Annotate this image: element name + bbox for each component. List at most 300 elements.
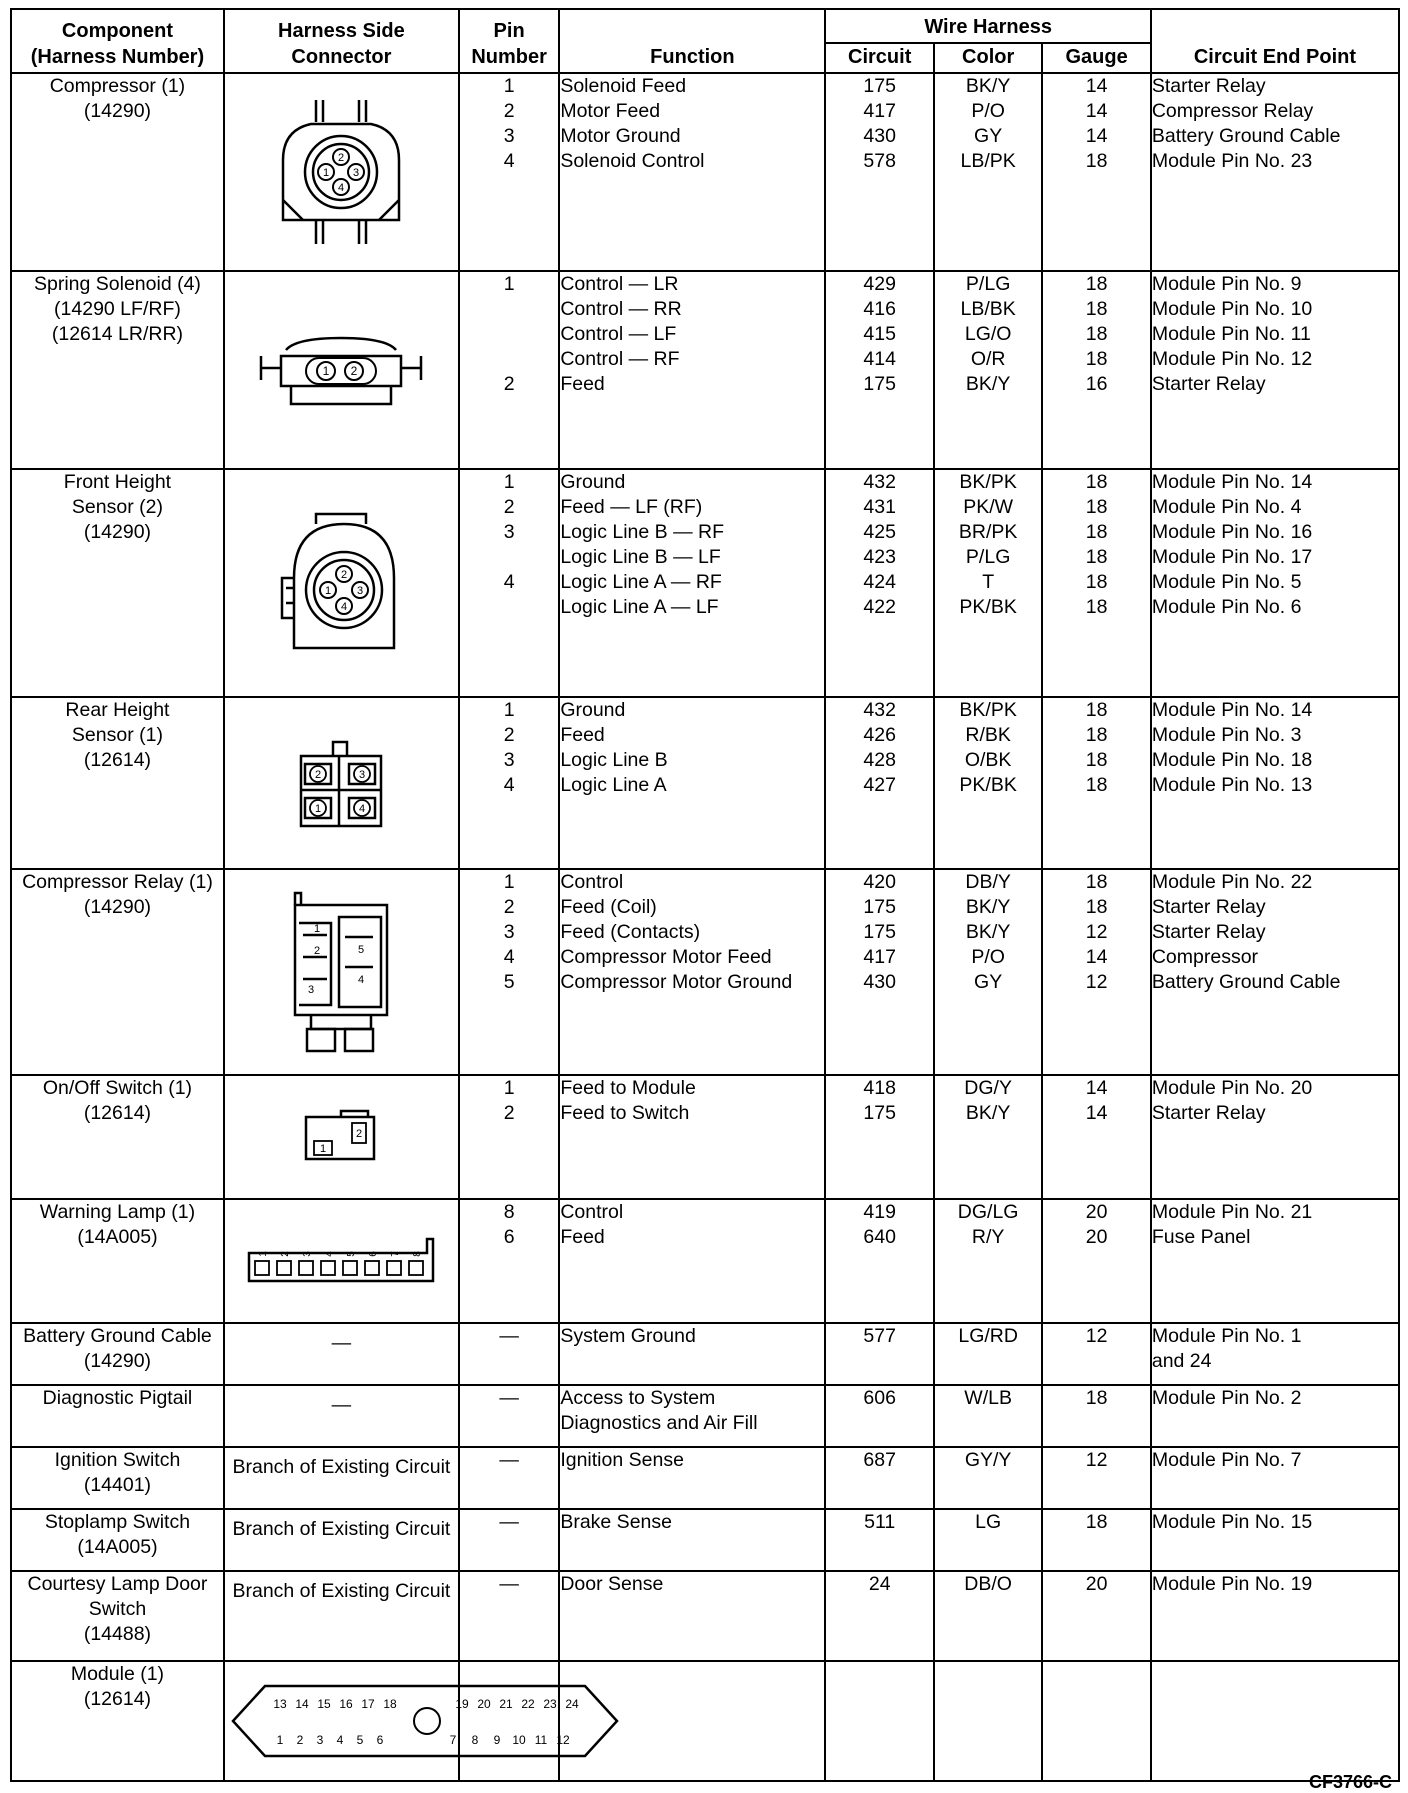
- component-name-line: Warning Lamp (1): [39, 1201, 196, 1223]
- module-pin-label: 18: [383, 1697, 397, 1711]
- on-off-switch-connector-diagram: [296, 1107, 386, 1167]
- color-cell: [934, 1075, 1042, 1199]
- gauge-value: 18: [1085, 896, 1108, 918]
- component-name-line: Module (1): [70, 1663, 165, 1685]
- func-cell: [559, 697, 825, 869]
- connector-dash: —: [331, 1332, 352, 1354]
- module-pin-label: 21: [499, 1697, 513, 1711]
- func-cell: [559, 469, 825, 697]
- circ-value: 175: [863, 75, 896, 97]
- color-value: BR/PK: [958, 521, 1018, 543]
- pin-label: 4: [324, 1251, 336, 1257]
- gauge-cell: [1042, 1323, 1150, 1385]
- component-cell: [11, 1323, 224, 1385]
- module-connector-diagram: [225, 1676, 625, 1766]
- func-value: Ground: [560, 471, 626, 493]
- circ-value: 578: [863, 150, 896, 172]
- gauge-value: 16: [1085, 373, 1108, 395]
- component-name-line: (14290): [83, 896, 152, 918]
- pin-label: 1: [320, 1143, 327, 1155]
- component-name-line: Compressor (1): [49, 75, 186, 97]
- gauge-value: 18: [1085, 546, 1108, 568]
- color-value: LG/O: [964, 323, 1012, 345]
- func-value: Door Sense: [560, 1573, 664, 1595]
- color-cell: [934, 697, 1042, 869]
- end-value: Starter Relay: [1151, 75, 1266, 97]
- pin-label: 3: [308, 984, 315, 996]
- warning-lamp-connector-diagram: [241, 1231, 441, 1291]
- gauge-value: 18: [1085, 596, 1108, 618]
- table-row: [11, 1661, 1399, 1781]
- component-cell: [11, 1075, 224, 1199]
- end-value: Compressor Relay: [1151, 100, 1314, 122]
- module-pin-label: 22: [521, 1697, 535, 1711]
- module-pin-label: 11: [534, 1733, 548, 1747]
- connector-branch-text: Branch of Existing Circuit: [232, 1518, 451, 1540]
- func-cell: [559, 1323, 825, 1385]
- gauge-value: 18: [1085, 323, 1108, 345]
- pin-label: 3: [353, 167, 360, 179]
- pin-value: —: [499, 1325, 519, 1347]
- func-value: Ignition Sense: [560, 1449, 684, 1471]
- pin-label: 4: [359, 803, 366, 815]
- harness-table: [10, 8, 1400, 1782]
- pin-label: 6: [368, 1251, 380, 1257]
- end-cell: [1151, 1571, 1399, 1661]
- connector-cell: [224, 1571, 459, 1661]
- module-pin-label: 5: [356, 1733, 364, 1747]
- func-value: Control — RF: [560, 348, 680, 370]
- func-cell: [559, 1571, 825, 1661]
- circ-value: 427: [863, 774, 896, 796]
- end-value: Module Pin No. 22: [1151, 871, 1313, 893]
- connector-cell: [224, 1075, 459, 1199]
- color-value: GY/Y: [964, 1449, 1012, 1471]
- connector-cell: [224, 73, 459, 271]
- circ-value: 418: [863, 1077, 896, 1099]
- module-pin-label: 10: [512, 1733, 526, 1747]
- header-component: Component (Harness Number): [11, 9, 224, 73]
- color-cell: [934, 271, 1042, 469]
- end-cell: [1151, 1323, 1399, 1385]
- end-value: Starter Relay: [1151, 1102, 1266, 1124]
- pin-value: [460, 297, 558, 322]
- connector-cell: [224, 1323, 459, 1385]
- circ-cell: [825, 1075, 933, 1199]
- gauge-value: 18: [1085, 1511, 1108, 1533]
- func-value: Control: [560, 1201, 624, 1223]
- component-cell: [11, 271, 224, 469]
- end-value: Module Pin No. 14: [1151, 699, 1313, 721]
- component-cell: [11, 1571, 224, 1661]
- component-name-line: Stoplamp Switch: [44, 1511, 191, 1533]
- connector-cell: [224, 271, 459, 469]
- pin-label: 2: [280, 1251, 292, 1257]
- component-name-line: (14290 LF/RF): [54, 298, 181, 320]
- color-value: O/BK: [964, 749, 1012, 771]
- circ-value: 432: [863, 699, 896, 721]
- circ-cell: [825, 73, 933, 271]
- pin-value: 2: [503, 496, 515, 518]
- circ-value: 417: [863, 946, 896, 968]
- circ-cell: [825, 271, 933, 469]
- module-pin-label: 6: [376, 1733, 384, 1747]
- gauge-cell: [1042, 1509, 1150, 1571]
- module-pin-label: 3: [316, 1733, 324, 1747]
- header-wire-harness: Wire Harness: [825, 9, 1150, 43]
- color-value: BK/Y: [965, 921, 1011, 943]
- pin-label: 4: [358, 974, 365, 986]
- color-value: P/LG: [965, 273, 1011, 295]
- circ-cell: [825, 697, 933, 869]
- component-name-line: (14290): [83, 521, 152, 543]
- color-value: LB/BK: [960, 298, 1016, 320]
- pin-value: 3: [503, 125, 515, 147]
- table-row: [11, 869, 1399, 1075]
- gauge-cell: [1042, 1447, 1150, 1509]
- color-value: O/R: [970, 348, 1006, 370]
- color-value: BK/Y: [965, 373, 1011, 395]
- end-value: Module Pin No. 16: [1151, 521, 1313, 543]
- pin-cell: [459, 869, 559, 1075]
- gauge-cell: [1042, 1661, 1150, 1781]
- table-row: [11, 73, 1399, 271]
- front-height-sensor-connector-diagram: [266, 508, 416, 658]
- end-value: Module Pin No. 19: [1151, 1573, 1313, 1595]
- rear-height-sensor-connector-diagram: [281, 728, 401, 838]
- gauge-value: 14: [1085, 1102, 1108, 1124]
- pin-value: —: [499, 1387, 519, 1409]
- component-cell: [11, 697, 224, 869]
- pin-label: 1: [323, 167, 330, 179]
- circ-value: 175: [863, 373, 896, 395]
- func-value: Access to System: [560, 1387, 716, 1409]
- pin-value: [460, 545, 558, 570]
- component-cell: [11, 1447, 224, 1509]
- component-name-line: Courtesy Lamp Door: [27, 1573, 208, 1595]
- color-cell: [934, 1385, 1042, 1447]
- end-value: Module Pin No. 10: [1151, 298, 1313, 320]
- gauge-value: 18: [1085, 348, 1108, 370]
- end-cell: [1151, 869, 1399, 1075]
- circ-value: 175: [863, 921, 896, 943]
- func-value: Brake Sense: [560, 1511, 672, 1533]
- gauge-cell: [1042, 1199, 1150, 1323]
- module-pin-label: 15: [317, 1697, 331, 1711]
- component-name-line: (12614 LR/RR): [51, 323, 184, 345]
- table-row: [11, 697, 1399, 869]
- component-cell: [11, 1385, 224, 1447]
- func-cell: [559, 1385, 825, 1447]
- end-value: Module Pin No. 21: [1151, 1201, 1313, 1223]
- circ-value: 428: [863, 749, 896, 771]
- pin-label: 8: [412, 1251, 424, 1257]
- module-pin-label: 9: [493, 1733, 501, 1747]
- end-value: Battery Ground Cable: [1151, 125, 1341, 147]
- end-cell: [1151, 73, 1399, 271]
- circ-value: 420: [863, 871, 896, 893]
- pin-cell: [459, 1323, 559, 1385]
- end-value: Battery Ground Cable: [1151, 971, 1341, 993]
- circ-value: 429: [863, 273, 896, 295]
- connector-cell: [224, 469, 459, 697]
- connector-cell: [224, 1661, 579, 1781]
- pin-cell: [459, 1075, 559, 1199]
- func-value: Feed (Contacts): [560, 921, 701, 943]
- end-value: Compressor: [1151, 946, 1259, 968]
- color-value: PK/BK: [959, 596, 1017, 618]
- component-name-line: Compressor Relay (1): [22, 871, 213, 893]
- header-color: Color: [934, 43, 1042, 73]
- pin-label: 2: [356, 1128, 363, 1140]
- module-pin-label: 24: [565, 1697, 579, 1711]
- component-name-line: Ignition Switch: [54, 1449, 181, 1471]
- end-value: and 24: [1151, 1350, 1212, 1372]
- gauge-value: 18: [1085, 774, 1108, 796]
- color-value: P/O: [971, 946, 1005, 968]
- func-value: Feed: [560, 724, 605, 746]
- pin-label: 1: [314, 923, 321, 935]
- circ-value: 687: [863, 1449, 896, 1471]
- pin-value: 6: [503, 1226, 515, 1248]
- pin-value: 4: [503, 150, 515, 172]
- circ-value: 24: [868, 1573, 891, 1595]
- end-value: Starter Relay: [1151, 373, 1266, 395]
- connector-cell: [224, 1447, 459, 1509]
- func-value: Solenoid Control: [560, 150, 705, 172]
- end-cell: [1151, 1385, 1399, 1447]
- module-pin-label: 19: [455, 1697, 469, 1711]
- pin-label: 1: [315, 803, 322, 815]
- gauge-cell: [1042, 1075, 1150, 1199]
- end-cell: [1151, 1075, 1399, 1199]
- module-pin-label: 4: [336, 1733, 344, 1747]
- pin-cell: [459, 271, 559, 469]
- module-pin-label: 14: [295, 1697, 309, 1711]
- gauge-cell: [1042, 1385, 1150, 1447]
- component-name-line: (14290): [83, 1350, 152, 1372]
- color-value: DG/LG: [957, 1201, 1019, 1223]
- pin-value: 1: [503, 273, 515, 295]
- component-cell: [11, 469, 224, 697]
- end-cell: [1151, 1661, 1399, 1781]
- end-value: Module Pin No. 5: [1151, 571, 1302, 593]
- pin-value: 5: [503, 971, 515, 993]
- color-cell: [934, 73, 1042, 271]
- pin-value: [460, 595, 558, 620]
- gauge-value: 18: [1085, 871, 1108, 893]
- end-value: Module Pin No. 12: [1151, 348, 1313, 370]
- end-value: Module Pin No. 7: [1151, 1449, 1302, 1471]
- end-value: Module Pin No. 3: [1151, 724, 1302, 746]
- color-value: T: [982, 571, 995, 593]
- circ-value: 422: [863, 596, 896, 618]
- component-name-line: On/Off Switch (1): [42, 1077, 193, 1099]
- func-cell: [559, 869, 825, 1075]
- circ-cell: [825, 1447, 933, 1509]
- connector-branch-text: Branch of Existing Circuit: [232, 1580, 451, 1602]
- pin-label: 1: [258, 1251, 270, 1257]
- spring-solenoid-connector-diagram: [251, 320, 431, 420]
- pin-value: —: [499, 1449, 519, 1471]
- circ-value: 414: [863, 348, 896, 370]
- func-value: Feed to Switch: [560, 1102, 690, 1124]
- table-row: [11, 1385, 1399, 1447]
- circ-value: 425: [863, 521, 896, 543]
- circ-value: 424: [863, 571, 896, 593]
- color-value: BK/Y: [965, 75, 1011, 97]
- end-value: Starter Relay: [1151, 921, 1266, 943]
- gauge-value: 14: [1085, 75, 1108, 97]
- component-name-line: Battery Ground Cable: [23, 1325, 212, 1347]
- circ-value: 577: [863, 1325, 896, 1347]
- pin-value: 4: [503, 571, 515, 593]
- gauge-cell: [1042, 869, 1150, 1075]
- end-value: Module Pin No. 9: [1151, 273, 1302, 295]
- gauge-value: 18: [1085, 749, 1108, 771]
- circ-value: 426: [863, 724, 896, 746]
- circ-value: 511: [864, 1511, 896, 1533]
- pin-value: 2: [503, 100, 515, 122]
- func-value: Control: [560, 871, 624, 893]
- func-cell: [559, 73, 825, 271]
- end-value: Module Pin No. 11: [1151, 323, 1311, 345]
- circ-value: 419: [863, 1201, 896, 1223]
- compressor-connector-diagram: [261, 92, 421, 252]
- color-cell: [934, 1661, 1042, 1781]
- func-value: Logic Line B: [560, 749, 668, 771]
- func-cell: [559, 1075, 825, 1199]
- header-end-point: Circuit End Point: [1151, 9, 1399, 73]
- pin-cell: [459, 1385, 559, 1447]
- connector-cell: [224, 1385, 459, 1447]
- end-value: Module Pin No. 20: [1151, 1077, 1313, 1099]
- component-name-line: Rear Height: [65, 699, 170, 721]
- header-pin: Pin Number: [459, 9, 559, 73]
- color-value: BK/Y: [965, 896, 1011, 918]
- pin-label: 2: [314, 945, 321, 957]
- gauge-value: 18: [1085, 273, 1108, 295]
- pin-cell: [459, 1509, 559, 1571]
- gauge-value: 14: [1085, 946, 1108, 968]
- component-cell: [11, 1509, 224, 1571]
- pin-label: 2: [341, 569, 348, 581]
- end-value: Module Pin No. 14: [1151, 471, 1313, 493]
- component-name-line: (12614): [83, 1688, 152, 1710]
- gauge-cell: [1042, 469, 1150, 697]
- func-value: Control — LF: [560, 323, 677, 345]
- gauge-cell: [1042, 73, 1150, 271]
- gauge-value: 12: [1085, 1449, 1108, 1471]
- gauge-value: 12: [1085, 1325, 1108, 1347]
- color-value: BK/Y: [965, 1102, 1011, 1124]
- color-value: PK/W: [963, 496, 1014, 518]
- color-cell: [934, 1447, 1042, 1509]
- color-value: LG/RD: [958, 1325, 1018, 1347]
- circ-cell: [825, 1199, 933, 1323]
- connector-cell: [224, 1509, 459, 1571]
- component-name-line: (14488): [83, 1623, 152, 1645]
- pin-value: 2: [503, 896, 515, 918]
- circ-value: 606: [863, 1387, 896, 1409]
- func-value: Logic Line B — LF: [560, 546, 721, 568]
- module-pin-label: 12: [556, 1733, 570, 1747]
- pin-label: 5: [358, 944, 365, 956]
- circ-value: 430: [863, 971, 896, 993]
- connector-cell: [224, 869, 459, 1075]
- color-value: DB/Y: [965, 871, 1011, 893]
- module-pin-label: 17: [361, 1697, 375, 1711]
- component-name-line: Sensor (1): [71, 724, 163, 746]
- color-value: DB/O: [964, 1573, 1012, 1595]
- func-value: Feed: [560, 373, 605, 395]
- end-cell: [1151, 271, 1399, 469]
- color-value: P/O: [971, 100, 1005, 122]
- component-name-line: (14290): [83, 100, 152, 122]
- color-cell: [934, 1509, 1042, 1571]
- func-value: Feed — LF (RF): [560, 496, 703, 518]
- component-name-line: (14A005): [77, 1226, 158, 1248]
- gauge-value: 18: [1085, 1387, 1108, 1409]
- color-cell: [934, 1323, 1042, 1385]
- pin-value: [460, 347, 558, 372]
- circ-cell: [825, 469, 933, 697]
- table-row: [11, 1509, 1399, 1571]
- pin-label: 1: [323, 364, 330, 378]
- gauge-value: 14: [1085, 1077, 1108, 1099]
- pin-label: 2: [315, 769, 322, 781]
- color-cell: [934, 1571, 1042, 1661]
- pin-value: 4: [503, 946, 515, 968]
- component-cell: [11, 73, 224, 271]
- end-cell: [1151, 1199, 1399, 1323]
- module-pin-label: 1: [276, 1733, 284, 1747]
- header-circuit: Circuit: [825, 43, 933, 73]
- pin-value: —: [499, 1573, 519, 1595]
- table-row: [11, 271, 1399, 469]
- gauge-value: 18: [1085, 298, 1108, 320]
- color-value: PK/BK: [959, 774, 1017, 796]
- circ-cell: [825, 869, 933, 1075]
- component-name-line: Front Height: [63, 471, 172, 493]
- table-row: [11, 1075, 1399, 1199]
- component-name-line: (14401): [83, 1474, 152, 1496]
- component-name-line: Diagnostic Pigtail: [42, 1387, 193, 1409]
- circ-value: 432: [863, 471, 896, 493]
- color-value: BK/PK: [959, 699, 1017, 721]
- color-cell: [934, 1199, 1042, 1323]
- gauge-value: 20: [1085, 1226, 1108, 1248]
- gauge-cell: [1042, 271, 1150, 469]
- connector-branch-text: Branch of Existing Circuit: [232, 1456, 451, 1478]
- pin-label: 3: [359, 769, 366, 781]
- color-value: GY: [974, 971, 1003, 993]
- table-row: [11, 1199, 1399, 1323]
- gauge-value: 18: [1085, 471, 1108, 493]
- func-value: Motor Feed: [560, 100, 661, 122]
- pin-label: 2: [338, 152, 345, 164]
- end-cell: [1151, 1509, 1399, 1571]
- func-value: Logic Line A: [560, 774, 667, 796]
- end-value: Module Pin No. 2: [1151, 1387, 1302, 1409]
- circ-value: 417: [863, 100, 896, 122]
- func-value: Ground: [560, 699, 626, 721]
- end-cell: [1151, 469, 1399, 697]
- component-name-line: Switch: [88, 1598, 147, 1620]
- color-value: GY: [974, 125, 1003, 147]
- module-pin-label: 23: [543, 1697, 557, 1711]
- pin-cell: [459, 469, 559, 697]
